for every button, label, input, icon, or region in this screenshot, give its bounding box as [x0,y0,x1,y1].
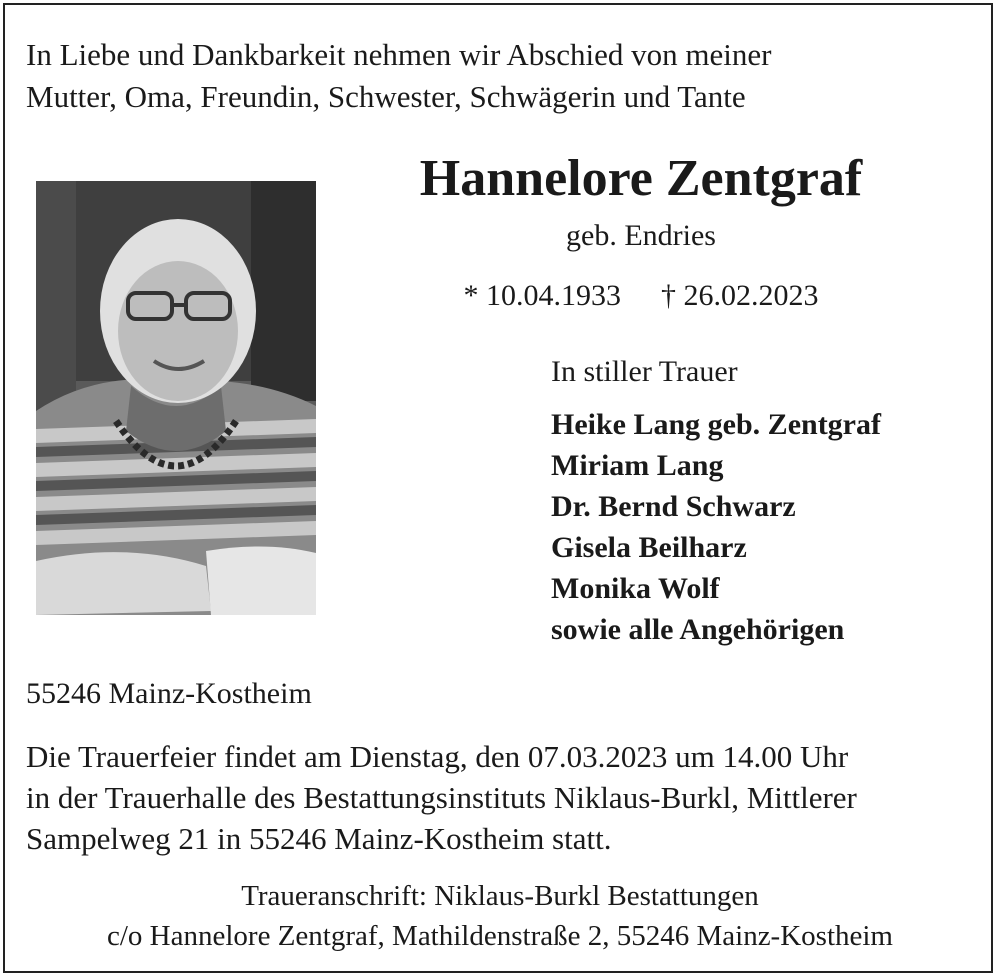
service-line-1: Die Trauerfeier findet am Dienstag, den 07.03.2023 um 14.00 Uhr [26,739,849,774]
mourners-intro: In stiller Trauer [551,355,738,388]
mourner-name: Gisela Beilharz [551,531,747,564]
service-line-2: in der Trauerhalle des Bestattungsinstituts Niklaus-Burkl, Mittlerer [26,780,857,815]
mourner-name: Dr. Bernd Schwarz [551,490,796,523]
birth-name: geb. Endries [566,219,716,252]
service-info [26,736,976,859]
birth-date: * 10.04.1933 [463,279,621,312]
intro-text [26,34,966,118]
mourners-list [551,404,881,650]
service-line-3: Sampelweg 21 in 55246 Mainz-Kostheim statt. [26,821,612,856]
mourner-name: sowie alle Angehörigen [551,613,845,646]
death-date: † 26.02.2023 [661,279,819,312]
intro-line-1: In Liebe und Dankbarkeit nehmen wir Abschied von meiner [26,37,772,72]
address-line-2: c/o Hannelore Zentgraf, Mathildenstraße 2, 55246 Mainz-Kostheim [107,920,893,952]
intro-line-2: Mutter, Oma, Freundin, Schwester, Schwägerin und Tante [26,79,746,114]
mourner-name: Miriam Lang [551,449,724,482]
mourner-name: Heike Lang geb. Zentgraf [551,408,881,441]
place-line: 55246 Mainz-Kostheim [26,677,312,710]
address-line-1: Traueranschrift: Niklaus-Burkl Bestattungen [241,880,759,912]
portrait-photo [36,181,316,615]
life-dates [316,278,966,314]
deceased-name: Hannelore Zentgraf [419,150,863,207]
condolence-address [0,876,1000,956]
mourner-name: Monika Wolf [551,572,720,605]
